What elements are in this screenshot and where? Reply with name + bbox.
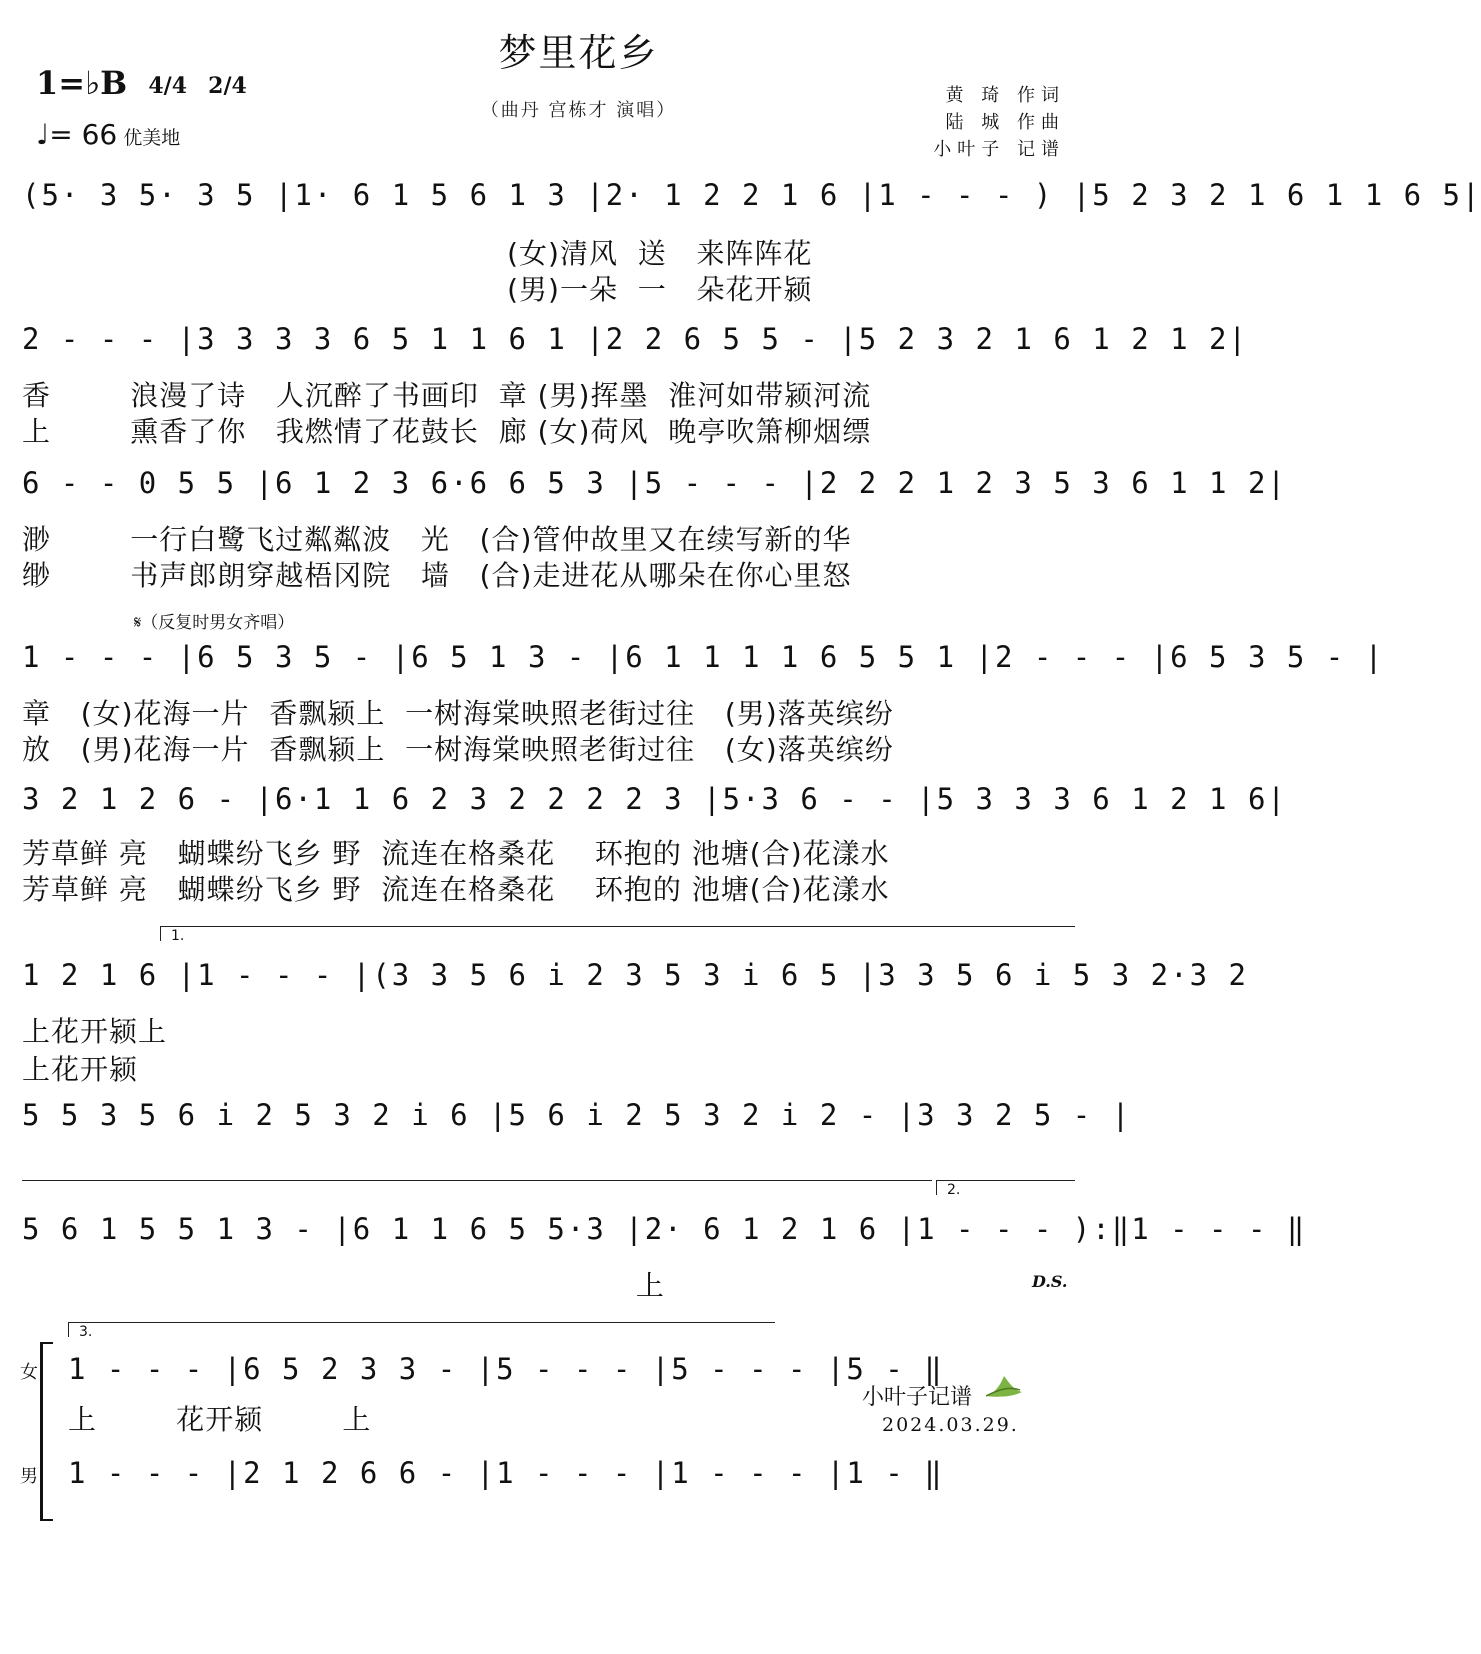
female-part-label: 女 — [20, 1362, 38, 1383]
volta-1-continuation — [22, 1180, 932, 1181]
score-line-4: 1 - - - |6 5 3 5 - |6 5 1 3 - |6 1 1 1 1 6 5 5 1 |2 - - - |6 5 3 5 - | — [22, 640, 1385, 674]
volta-1-label: 1. — [171, 928, 185, 944]
transcriber: 小叶子 记谱 — [933, 139, 1065, 160]
lyric-line-3a: 渺 一行白鹭飞过粼粼波 光 (合)管仲故里又在续写新的华 — [22, 523, 852, 556]
female-score-line: 1 - - - |6 5 2 3 3 - |5 - - - |5 - - - |5 - ‖ — [68, 1352, 944, 1386]
volta-2 — [936, 1180, 1075, 1198]
lyric-line-5b: 芳草鲜 亮 蝴蝶纷飞乡 野 流连在格桑花 环抱的 池塘(合)花漾水 — [22, 873, 890, 906]
volta-2-label: 2. — [947, 1182, 961, 1198]
tempo-value: ♩= 66 — [36, 118, 118, 151]
female-lyric-line: 上 花开颍 上 — [68, 1403, 372, 1436]
score-line-6: 1 2 1 6 |1 - - - |(3 3 5 6 i 2 3 5 3 i 6 5 |3 3 5 6 i 5 3 2·3 2 — [22, 958, 1248, 992]
ds-marking: D.S. — [1032, 1272, 1068, 1291]
score-line-2: 2 - - - |3 3 3 3 6 5 1 1 6 1 |2 2 6 5 5 - |5 2 3 2 1 6 1 2 1 2| — [22, 322, 1248, 356]
leaf-icon — [984, 1372, 1024, 1400]
lyric-line-4a: 章 (女)花海一片 香飘颍上 一树海棠映照老街过往 (男)落英缤纷 — [22, 697, 894, 730]
volta-3 — [68, 1322, 775, 1340]
score-line-8: 5 6 1 5 5 1 3 - |6 1 1 6 5 5·3 |2· 6 1 2 1 6 |1 - - - ):‖1 - - - ‖ — [22, 1212, 1307, 1246]
time-signature-1 — [148, 72, 188, 99]
tempo-expression: 优美地 — [123, 127, 181, 149]
volta-3-label: 3. — [79, 1324, 93, 1340]
time-signature-2 — [208, 72, 247, 99]
lyric-line-1b: (男)一朵 一 朵花开颍 — [22, 273, 813, 306]
score-line-7: 5 5 3 5 6 i 2 5 3 2 i 6 |5 6 i 2 5 3 2 i 2 - |3 3 2 5 - | — [22, 1098, 1132, 1132]
tempo-marking — [36, 118, 180, 151]
time-signature-1-text: 4/4 — [148, 72, 188, 99]
lyric-line-8a: 上 — [22, 1269, 665, 1302]
lyric-line-1a: (女)清风 送 来阵阵花 — [22, 237, 813, 270]
lyricist: 黄 琦 作词 — [945, 85, 1065, 106]
lyric-line-2a: 香 浪漫了诗 人沉醉了书画印 章 (男)挥墨 淮河如带颍河流 — [22, 379, 872, 412]
lyric-line-6a: 上花开颍上 — [22, 1015, 168, 1048]
transcription-date: 2024.03.29. — [882, 1414, 1019, 1436]
lyric-line-4b: 放 (男)花海一片 香飘颍上 一树海棠映照老街过往 (女)落英缤纷 — [22, 733, 894, 766]
segno-marker: 𝄋（反复时男女齐唱） — [134, 613, 295, 633]
credits — [933, 82, 1065, 163]
time-signature-2-text: 2/4 — [208, 72, 247, 99]
key-label: 1=♭B — [36, 64, 128, 102]
score-line-5: 3 2 1 2 6 - |6·1 1 6 2 3 2 2 2 2 3 |5·3 6 - - |5 3 3 3 6 1 2 1 6| — [22, 782, 1287, 816]
male-part-label: 男 — [20, 1466, 38, 1487]
key-signature — [36, 64, 247, 102]
lyric-line-5a: 芳草鲜 亮 蝴蝶纷飞乡 野 流连在格桑花 环抱的 池塘(合)花漾水 — [22, 837, 890, 870]
lyric-line-6b: 上花开颍 — [22, 1053, 139, 1086]
composer: 陆 城 作曲 — [945, 112, 1065, 133]
page-subtitle: （曲丹 宫栋才 演唱） — [480, 100, 677, 121]
lyric-line-3b: 缈 书声郎朗穿越梧冈院 墙 (合)走进花从哪朵在你心里怒 — [22, 559, 852, 592]
male-score-line: 1 - - - |2 1 2 6 6 - |1 - - - |1 - - - |1 - ‖ — [68, 1456, 944, 1490]
duet-bracket — [40, 1342, 53, 1521]
transcriber-signature: 小叶子记谱 — [862, 1385, 973, 1410]
volta-1 — [160, 926, 1075, 944]
lyric-line-2b: 上 熏香了你 我燃情了花鼓长 廊 (女)荷风 晚亭吹箫柳烟缥 — [22, 415, 872, 448]
score-line-1: (5· 3 5· 3 5 |1· 6 1 5 6 1 3 |2· 1 2 2 1 6 |1 - - - ) |5 2 3 2 1 6 1 1 6 5| — [22, 178, 1481, 212]
page-title: 梦里花乡 — [498, 31, 659, 75]
score-line-3: 6 - - 0 5 5 |6 1 2 3 6·6 6 5 3 |5 - - - |2 2 2 1 2 3 5 3 6 1 1 2| — [22, 466, 1287, 500]
